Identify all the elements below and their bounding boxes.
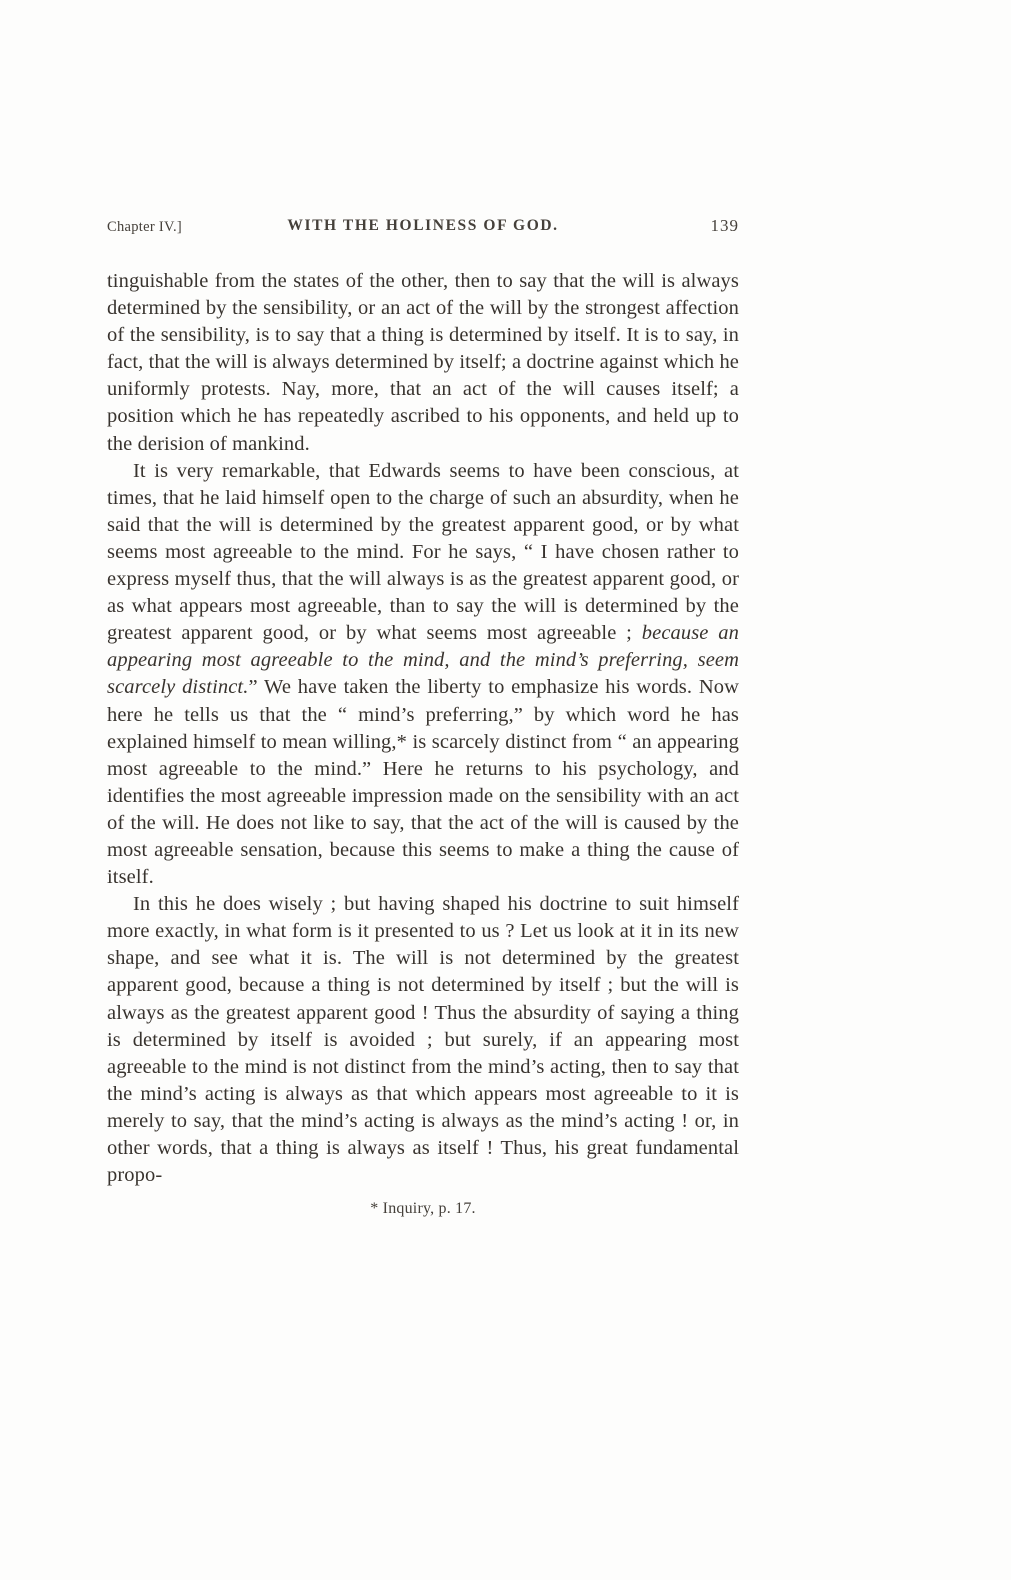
paragraph (107, 268, 739, 458)
paragraph-segment: It is very remarkable, that Edwards seems to have been conscious, at times, that he laid himself open to the charge of such an absurdity, when he said that the will is determined by the greatest apparent good, or by what seems most agreeable to the mind. For he says, “ I have chosen rather to express myself thus, that the will always is as the greatest apparent good, or as what appears most agreeable, than to say the will is determined by the greatest apparent good, or by what seems most agreeable ; (107, 459, 739, 645)
header-page-number: 139 (710, 216, 739, 235)
paragraph (107, 891, 739, 1189)
page-header (107, 216, 739, 238)
header-running-title: WITH THE HOLINESS OF GOD. (287, 217, 559, 234)
paragraph-segment: In this he does wisely ; but having shaped his doctrine to suit himself more exactly, in what form is it presented to us ? Let us look at it in its new shape, and see what it is. The will is not determined by the greatest apparent good, because a thing is not determined by itself ; but the will is always as the greatest apparent good ! Thus the absurdity of saying a thing is determined by itself is avoided ; but surely, if an appearing most agreeable to the mind is not distinct from the mind’s acting, then to say that the mind’s acting is always as that which appears most agreeable to it is merely to say, that the mind’s acting is always as the mind’s acting ! or, in other words, that a thing is always as itself ! Thus, his great fundamental propo- (107, 893, 739, 1187)
paragraph-segment: tinguishable from the states of the other, then to say that the will is always determined by the sensibility, or an act of the will by the strongest affection of the sensibility, is to say that a thing is determined by itself. It is to say, in fact, that the will is always determined by itself; a doctrine against which he uniformly protests. Nay, more, that an act of the will causes itself; a position which he has repeatedly ascribed to his opponents, and held up to the derision of mankind. (107, 270, 739, 455)
paragraph (107, 458, 739, 892)
page-content (107, 216, 739, 1218)
footnote: * Inquiry, p. 17. (370, 1200, 476, 1218)
paragraph-segment-italic: because an appearing most agreeable to the mind, and the mind’s preferring, seem scarcely distinct. (107, 622, 739, 699)
body-text (107, 268, 739, 1189)
header-chapter-label: Chapter IV.] (107, 219, 183, 235)
paragraph-segment: ” We have taken the liberty to emphasize his words. Now here he tells us that the “ mind’s preferring,” by which word he has explained himself to mean willing,* is scarcely distinct from “ an appearing most agreeable to the mind.” Here he returns to his psychology, and identifies the most agreeable impression made on the sensibility with an act of the will. He does not like to say, that the act of the will is caused by the most agreeable sensation, because this seems to make a thing the cause of itself. (107, 676, 739, 889)
